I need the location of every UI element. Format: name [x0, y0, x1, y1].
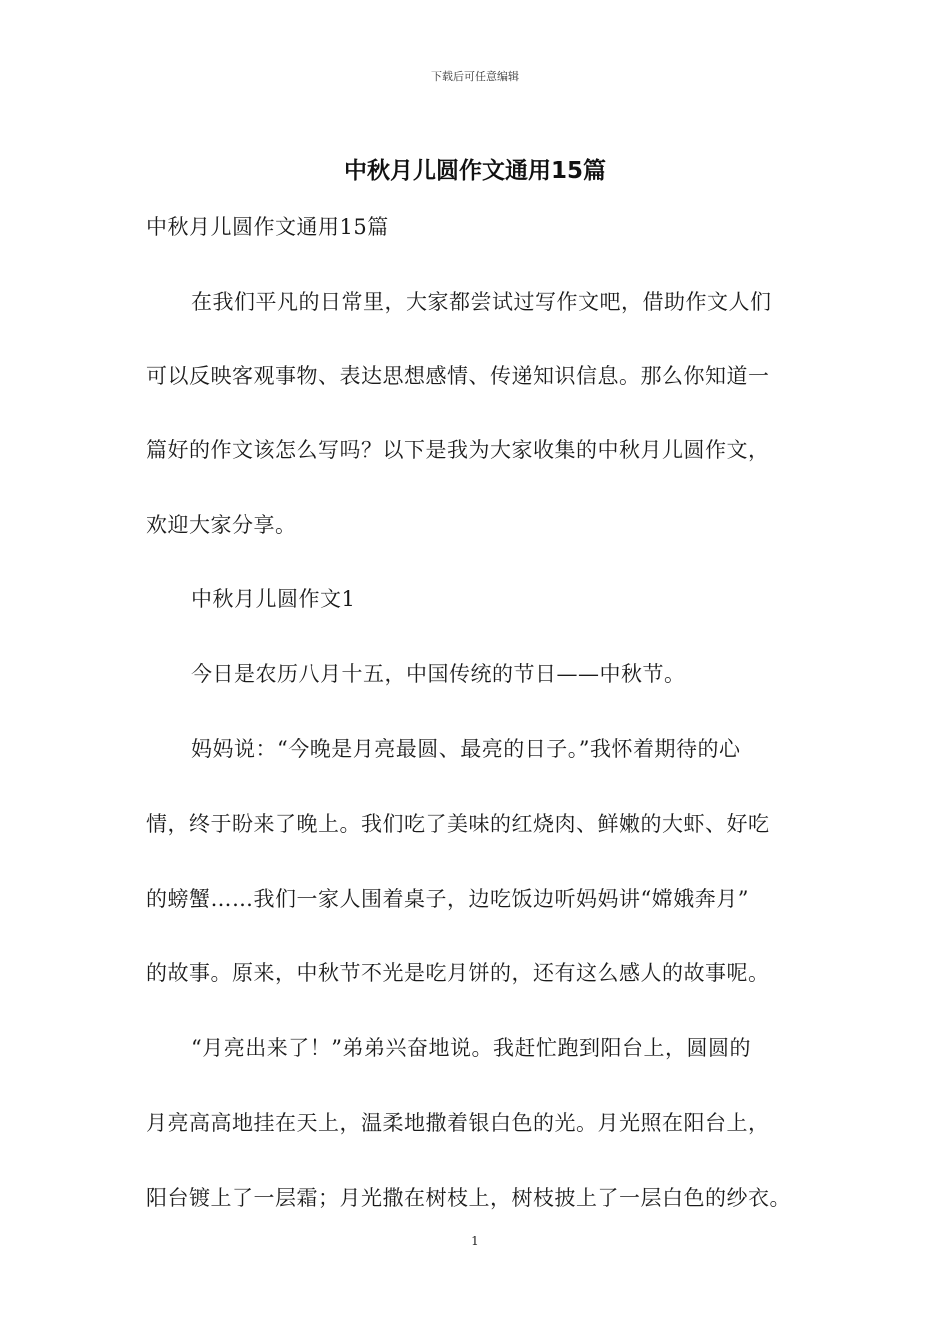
intro-line: 可以反映客观事物、表达思想感情、传递知识信息。那么你知道一	[146, 364, 770, 388]
paragraph-line: 妈妈说：“今晚是月亮最圆、最亮的日子。”我怀着期待的心	[191, 737, 741, 761]
intro-line: 篇好的作文该怎么写吗？以下是我为大家收集的中秋月儿圆作文，	[146, 438, 770, 462]
paragraph-line: “月亮出来了！”弟弟兴奋地说。我赶忙跑到阳台上，圆圆的	[191, 1036, 751, 1060]
paragraph-line: 月亮高高地挂在天上，温柔地撒着银白色的光。月光照在阳台上，	[146, 1111, 770, 1135]
section-heading: 中秋月儿圆作文1	[191, 587, 356, 611]
intro-line: 欢迎大家分享。	[146, 513, 297, 537]
paragraph-line: 的故事。原来，中秋节不光是吃月饼的，还有这么感人的故事呢。	[146, 961, 770, 985]
paragraph-line: 的螃蟹……我们一家人围着桌子，边吃饭边听妈妈讲“嫦娥奔月”	[146, 887, 749, 911]
header-note: 下载后可任意编辑	[431, 70, 519, 83]
paragraph-line: 阳台镀上了一层霜；月光撒在树枝上，树枝披上了一层白色的纱衣。	[146, 1186, 791, 1210]
paragraph-line: 情，终于盼来了晚上。我们吃了美味的红烧肉、鲜嫩的大虾、好吃	[146, 812, 770, 836]
document-title: 中秋月儿圆作文通用15篇	[343, 158, 606, 184]
intro-line: 在我们平凡的日常里，大家都尝试过写作文吧，借助作文人们	[191, 290, 772, 314]
document-subtitle: 中秋月儿圆作文通用15篇	[146, 215, 389, 239]
paragraph-line: 今日是农历八月十五，中国传统的节日——中秋节。	[191, 662, 686, 686]
page-number: 1	[471, 1234, 479, 1248]
